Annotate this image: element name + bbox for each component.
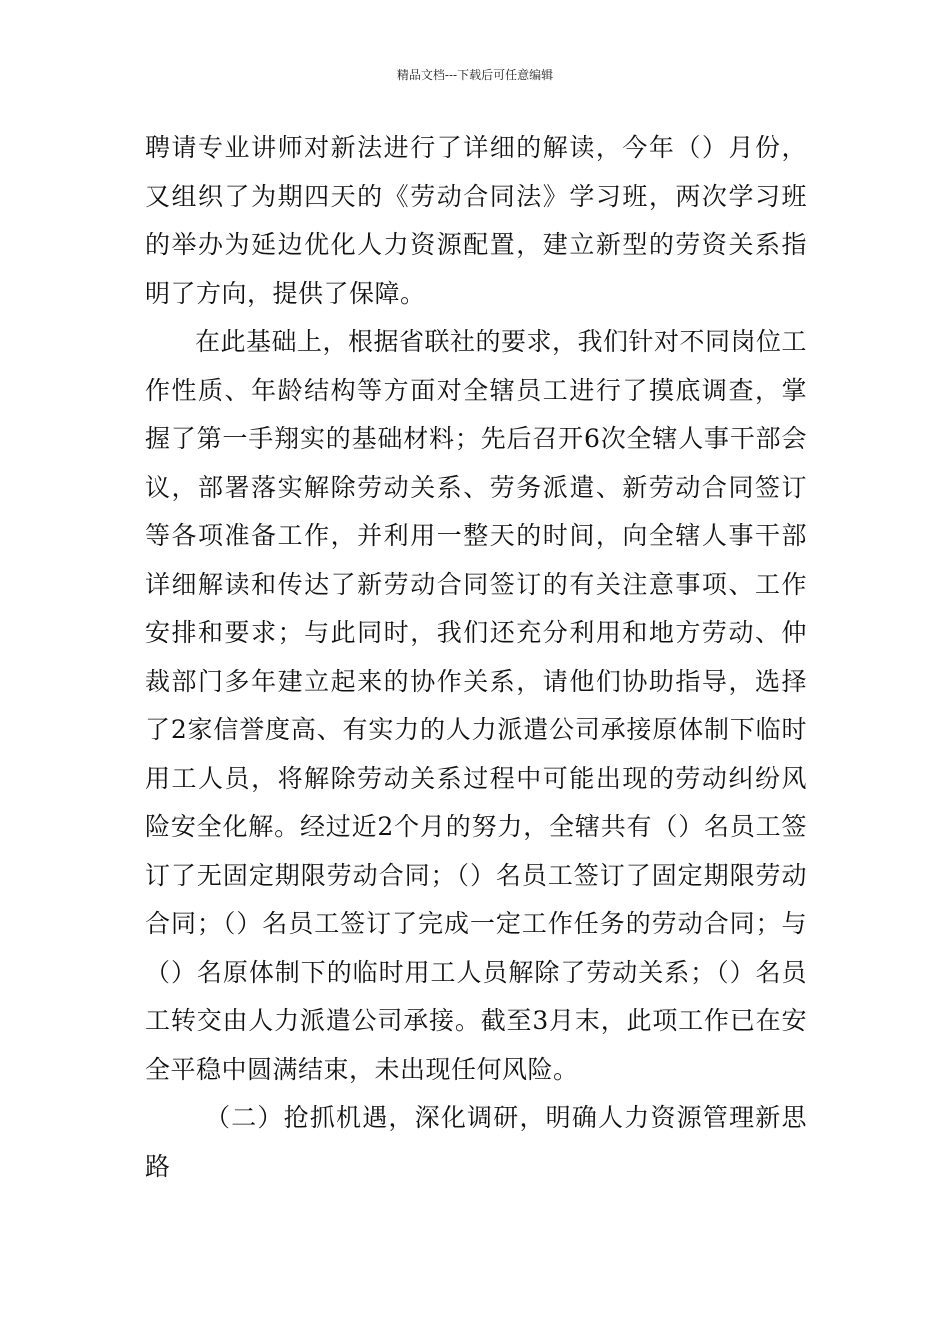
document-body [145, 124, 807, 1191]
page-header: 精品文档---下载后可任意编辑 [396, 68, 554, 82]
section-heading: （二）抢抓机遇，深化调研，明确人力资源管理新思路 [145, 1103, 807, 1181]
paragraph-continuation: 聘请专业讲师对新法进行了详细的解读，今年（）月份，又组织了为期四天的《劳动合同法》学习班，两次学习班的举办为延边优化人力资源配置，建立新型的劳资关系指明了方向，提供了保障。 [145, 133, 807, 308]
paragraph-contract-signing: 在此基础上，根据省联社的要求，我们针对不同岗位工作性质、年龄结构等方面对全辖员工进行了摸底调查，掌握了第一手翔实的基础材料；先后召开6次全辖人事干部会议，部署落实解除劳动关系、劳务派遣、新劳动合同签订等各项准备工作，并利用一整天的时间，向全辖人事干部详细解读和传达了新劳动合同签订的有关注意事项、工作安排和要求；与此同时，我们还充分利用和地方劳动、仲裁部门多年建立起来的协作关系，请他们协助指导，选择了2家信誉度高、有实力的人力派遣公司承接原体制下临时用工人员，将解除劳动关系过程中可能出现的劳动纠纷风险安全化解。经过近2个月的努力，全辖共有（）名员工签订了无固定期限劳动合同；（）名员工签订了固定期限劳动合同；（）名员工签订了完成一定工作任务的劳动合同；与（）名原体制下的临时用工人员解除了劳动关系；（）名员工转交由人力派遣公司承接。截至3月末，此项工作已在安全平稳中圆满结束，未出现任何风险。 [145, 327, 808, 1084]
